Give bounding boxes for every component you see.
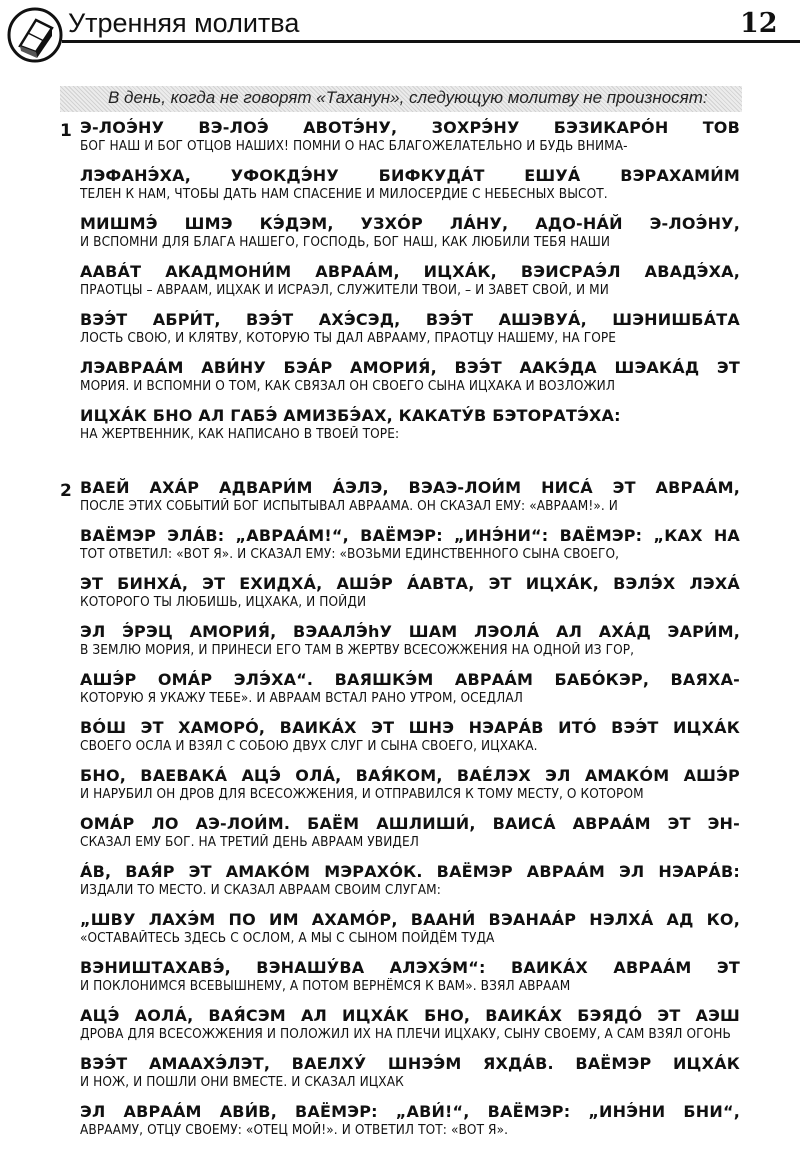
- verse-line: [80, 670, 740, 707]
- transliteration: МИШМЭ́ ШМЭ КЭ́ДЭМ, УЗХО́Р ЛА́НУ, АДО-НА́Й Э-ЛОЭ́НУ,: [80, 214, 740, 233]
- translation: АВРААМУ, ОТЦУ СВОЕМУ: «ОТЕЦ МОЙ!». И ОТВЕТИЛ ТОТ: «ВОТ Я».: [80, 1122, 509, 1138]
- transliteration: ВЭЭ́Т АБРИ́Т, ВЭЭ́Т АХЭ́СЭД, ВЭЭ́Т АШЭВУА́, ШЭНИШБА́ТА: [80, 310, 740, 329]
- translation: ПРАОТЦЫ – АВРААМ, ИЦХАК И ИСРАЭЛ, СЛУЖИТЕЛИ ТВОИ, – И ЗАВЕТ СВОЙ, И МИ: [80, 282, 609, 298]
- verse-line: [80, 574, 740, 611]
- translation: И ВСПОМНИ ДЛЯ БЛАГА НАШЕГО, ГОСПОДЬ, БОГ НАШ, КАК ЛЮБИЛИ ТЕБЯ НАШИ: [80, 234, 611, 250]
- translation: СКАЗАЛ ЕМУ БОГ. НА ТРЕТИЙ ДЕНЬ АВРААМ УВИДЕЛ: [80, 834, 419, 850]
- translation: ЛОСТЬ СВОЮ, И КЛЯТВУ, КОТОРУЮ ТЫ ДАЛ АВРААМУ, ПРАОТЦУ НАШЕМУ, НА ГОРЕ: [80, 330, 617, 346]
- transliteration: ВЭЭ́Т АМААХЭ́ЛЭТ, ВАЕЛХУ́ ШНЭЭ́М ЯХДА́В. ВАЁМЭР ИЦХА́К: [80, 1054, 740, 1073]
- verse-line: [80, 958, 740, 995]
- verse-line: [80, 118, 740, 155]
- verse-line: [80, 766, 740, 803]
- verse-line: [80, 262, 740, 299]
- verse-line: [80, 406, 740, 443]
- translation: «ОСТАВАЙТЕСЬ ЗДЕСЬ С ОСЛОМ, А МЫ С СЫНОМ ПОЙДЁМ ТУДА: [80, 930, 495, 946]
- transliteration: ААВА́Т АКАДМОНИ́М АВРАА́М, ИЦХА́К, ВЭИСРАЭ́Л АВАДЭ́ХА,: [80, 262, 740, 281]
- transliteration: ЭЛ Э́РЭЦ АМОРИЯ́, ВЭААЛЭ́hУ ШАМ ЛЭОЛА́ АЛ АХА́Д ЭАРИ́М,: [80, 622, 740, 641]
- translation: СВОЕГО ОСЛА И ВЗЯЛ С СОБОЮ ДВУХ СЛУГ И СЫНА СВОЕГО, ИЦХАКА.: [80, 738, 538, 754]
- translation: В ЗЕМЛЮ МОРИЯ, И ПРИНЕСИ ЕГО ТАМ В ЖЕРТВУ ВСЕСОЖЖЕНИЯ НА ОДНОЙ ИЗ ГОР,: [80, 642, 635, 658]
- translation: БОГ НАШ И БОГ ОТЦОВ НАШИХ! ПОМНИ О НАС БЛАГОЖЕЛАТЕЛЬНО И БУДЬ ВНИМА-: [80, 138, 628, 154]
- verse-line: [80, 358, 740, 395]
- translation: ДРОВА ДЛЯ ВСЕСОЖЖЕНИЯ И ПОЛОЖИЛ ИХ НА ПЛЕЧИ ИЦХАКУ, СЫНУ СВОЕМУ, А САМ ВЗЯЛ ОГОНЬ: [80, 1026, 731, 1042]
- translation: ТОТ ОТВЕТИЛ: «ВОТ Я». И СКАЗАЛ ЕМУ: «ВОЗЬМИ ЕДИНСТВЕННОГО СЫНА СВОЕГО,: [80, 546, 620, 562]
- verse-line: [80, 1054, 740, 1091]
- verse-line: [80, 478, 740, 515]
- transliteration: ЛЭАВРАА́М АВИ́НУ БЭА́Р АМОРИЯ́, ВЭЭ́Т ААКЭ́ДА ШЭАКА́Д ЭТ: [80, 358, 740, 377]
- page-number: 12: [740, 8, 778, 39]
- translation: ПОСЛЕ ЭТИХ СОБЫТИЙ БОГ ИСПЫТЫВАЛ АВРААМА. ОН СКАЗАЛ ЕМУ: «АВРААМ!». И: [80, 498, 618, 514]
- verse-line: [80, 1006, 740, 1043]
- section-number: 2: [60, 481, 72, 501]
- transliteration: ЭТ БИНХА́, ЭТ ЕХИДХА́, АШЭ́Р А́АВТА, ЭТ ИЦХА́К, ВЭЛЭ́Х ЛЭХА́: [80, 574, 740, 593]
- verse-line: [80, 718, 740, 755]
- header-rule: [62, 40, 800, 43]
- prayer-book-icon: [6, 6, 64, 64]
- section-number: 1: [60, 121, 72, 141]
- transliteration: „ШВУ ЛАХЭ́М ПО ИМ АХАМО́Р, ВААНИ́ ВЭАНАА́Р НЭЛХА́ АД КО,: [80, 910, 740, 929]
- verse-line: [80, 814, 740, 851]
- verse-line: [80, 526, 740, 563]
- transliteration: БНО, ВАЕВАКА́ АЦЭ́ ОЛА́, ВАЯ́КОМ, ВАЕ́ЛЭХ ЭЛ АМАКО́М АШЭ́Р: [80, 766, 740, 785]
- translation: КОТОРУЮ Я УКАЖУ ТЕБЕ». И АВРААМ ВСТАЛ РАНО УТРОМ, ОСЕДЛАЛ: [80, 690, 523, 706]
- translation: НА ЖЕРТВЕННИК, КАК НАПИСАНО В ТВОЕЙ ТОРЕ:: [80, 426, 400, 442]
- translation: И ПОКЛОНИМСЯ ВСЕВЫШНЕМУ, А ПОТОМ ВЕРНЁМСЯ К ВАМ». ВЗЯЛ АВРААМ: [80, 978, 571, 994]
- transliteration: ВО́Ш ЭТ ХАМОРО́, ВАИКА́Х ЭТ ШНЭ НЭАРА́В ИТО́ ВЭЭ́Т ИЦХА́К: [80, 718, 740, 737]
- translation: И НОЖ, И ПОШЛИ ОНИ ВМЕСТЕ. И СКАЗАЛ ИЦХАК: [80, 1074, 404, 1090]
- transliteration: ЭЛ АВРАА́М АВИ́В, ВАЁМЭР: „АВИ́!“, ВАЁМЭР: „ИНЭ́НИ БНИ“,: [80, 1102, 740, 1121]
- verse-line: [80, 310, 740, 347]
- transliteration: ЛЭФАНЭ́ХА, УФОКДЭ́НУ БИФКУДА́Т ЕШУА́ ВЭРАХАМИ́М: [80, 166, 740, 185]
- transliteration: А́В, ВАЯ́Р ЭТ АМАКО́М МЭРАХО́К. ВАЁМЭР АВРАА́М ЭЛ НЭАРА́В:: [80, 862, 740, 881]
- translation: ТЕЛЕН К НАМ, ЧТОБЫ ДАТЬ НАМ СПАСЕНИЕ И МИЛОСЕРДИЕ С НЕБЕСНЫХ ВЫСОТ.: [80, 186, 608, 202]
- transliteration: ВЭНИШТАХАВЭ́, ВЭНАШУ́ВА АЛЭХЭ́М“: ВАИКА́Х АВРАА́М ЭТ: [80, 958, 740, 977]
- transliteration: АЦЭ́ АОЛА́, ВАЯ́СЭМ АЛ ИЦХА́К БНО, ВАИКА́Х БЭЯДО́ ЭТ АЭШ: [80, 1006, 740, 1025]
- page-header: [0, 0, 800, 60]
- transliteration: Э-ЛОЭ́НУ ВЭ-ЛОЭ́ АВОТЭ́НУ, ЗОХРЭ́НУ БЭЗИКАРО́Н ТОВ: [80, 118, 740, 137]
- verse-line: [80, 214, 740, 251]
- verse-line: [80, 910, 740, 947]
- translation: КОТОРОГО ТЫ ЛЮБИШЬ, ИЦХАКА, И ПОЙДИ: [80, 594, 367, 610]
- translation: ИЗДАЛИ ТО МЕСТО. И СКАЗАЛ АВРААМ СВОИМ СЛУГАМ:: [80, 882, 441, 898]
- transliteration: АШЭ́Р ОМА́Р ЭЛЭ́ХА“. ВАЯШКЭ́М АВРАА́М БАБО́КЭР, ВАЯХА-: [80, 670, 740, 689]
- transliteration: ИЦХА́К БНО АЛ ГАБЭ́ АМИЗБЭ́АХ, КАКАТУ́В БЭТОРАТЭ́ХА:: [80, 406, 621, 425]
- instruction-note: В день, когда не говорят «Таханун», следующую молитву не произносят:: [108, 88, 708, 107]
- verse-line: [80, 1102, 740, 1139]
- verse-line: [80, 862, 740, 899]
- transliteration: ВАЁМЭР ЭЛА́В: „АВРАА́М!“, ВАЁМЭР: „ИНЭ́НИ“: ВАЁМЭР: „КАХ НА: [80, 526, 740, 545]
- verse-line: [80, 622, 740, 659]
- verse-line: [80, 166, 740, 203]
- translation: МОРИЯ. И ВСПОМНИ О ТОМ, КАК СВЯЗАЛ ОН СВОЕГО СЫНА ИЦХАКА И ВОЗЛОЖИЛ: [80, 378, 616, 394]
- page-title: Утренняя молитва: [68, 8, 300, 38]
- translation: И НАРУБИЛ ОН ДРОВ ДЛЯ ВСЕСОЖЖЕНИЯ, И ОТПРАВИЛСЯ К ТОМУ МЕСТУ, О КОТОРОМ: [80, 786, 644, 802]
- transliteration: ОМА́Р ЛО АЭ-ЛОИ́М. БАЁМ АШЛИШИ́, ВАИСА́ АВРАА́М ЭТ ЭН-: [80, 814, 740, 833]
- transliteration: ВАЕЙ АХА́Р АДВАРИ́М А́ЭЛЭ, ВЭАЭ-ЛОИ́М НИСА́ ЭТ АВРАА́М,: [80, 478, 740, 497]
